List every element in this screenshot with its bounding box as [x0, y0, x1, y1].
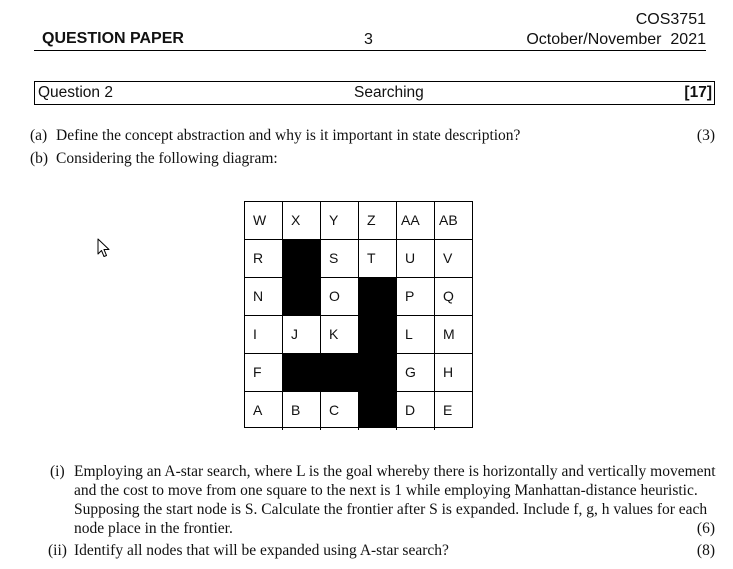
grid-cell-label: M — [443, 326, 455, 342]
grid-cell-label: W — [253, 212, 267, 228]
grid-cell — [397, 278, 435, 316]
course-code: COS3751 — [635, 11, 706, 28]
grid-cell-label: F — [253, 364, 262, 380]
grid-cell — [321, 202, 359, 240]
grid-cell — [435, 392, 473, 430]
grid-cell-label: Q — [443, 288, 454, 304]
grid-cell — [283, 316, 321, 354]
blocked-cell-column-x — [283, 239, 321, 315]
grid-cell — [359, 202, 397, 240]
grid-cell-label: T — [367, 250, 376, 266]
item-b-marker: (b) — [30, 150, 49, 167]
grid-cell — [435, 316, 473, 354]
grid-cell-label: X — [291, 212, 301, 228]
subitem-ii-marks: (8) — [696, 542, 715, 559]
grid-cell-label: E — [443, 402, 453, 418]
grid-cell — [245, 202, 283, 240]
mouse-pointer-icon — [97, 238, 111, 258]
grid-cell — [283, 202, 321, 240]
grid-cell-label: P — [405, 288, 415, 304]
grid-cell-label: AB — [439, 212, 458, 228]
grid-cell-label: R — [253, 250, 264, 266]
grid-cell — [245, 316, 283, 354]
item-a-marker: (a) — [30, 127, 48, 144]
header-rule — [34, 50, 706, 51]
grid-cell — [283, 392, 321, 430]
grid-cell-label: L — [405, 326, 413, 342]
question-marks: [17] — [684, 84, 712, 101]
header-title: QUESTION PAPER — [42, 30, 184, 47]
grid-diagram — [244, 201, 473, 428]
subitem-ii-text: Identify all nodes that will be expanded using A-star search? — [74, 542, 449, 559]
subitem-i-text — [74, 462, 726, 538]
grid-cell-label: A — [253, 402, 263, 418]
grid-cell-label: K — [329, 326, 339, 342]
grid-cell-label: O — [329, 288, 340, 304]
grid-cell — [435, 240, 473, 278]
grid-cell-label: C — [329, 402, 340, 418]
subitem-i-line-1: Employing an A-star search, where L is the goal whereby there is horizontally and vertically movement — [74, 463, 716, 480]
subitem-i-line-3: Supposing the start node is S. Calculate the frontier after S is expanded. Include f, g, h values for each — [74, 501, 708, 518]
grid-cell — [435, 278, 473, 316]
grid-cell-label: I — [253, 326, 257, 342]
item-b-text: Considering the following diagram: — [56, 150, 278, 167]
subitem-i-line-2: and the cost to move from one square to the next is 1 while employing Manhattan-distance heuristic. — [74, 482, 698, 499]
grid-cell-label: B — [291, 402, 301, 418]
grid-cell — [321, 278, 359, 316]
subitem-i-line-4: node place in the frontier. — [74, 520, 233, 537]
grid-cell — [397, 202, 435, 240]
grid-cell — [245, 240, 283, 278]
grid-cell — [397, 392, 435, 430]
grid-cell — [321, 240, 359, 278]
item-a-text: Define the concept abstraction and why is it important in state description? — [56, 127, 521, 144]
subitem-i-marks: (6) — [696, 520, 715, 537]
subitem-ii-marker: (ii) — [48, 542, 67, 559]
grid-cell-label: D — [405, 402, 416, 418]
question-label: Question 2 — [38, 84, 113, 101]
grid-cell-label: N — [253, 288, 264, 304]
grid-cell — [359, 240, 397, 278]
grid-cell-label: AA — [401, 212, 420, 228]
grid-cell — [435, 354, 473, 392]
grid-cell — [397, 354, 435, 392]
subitem-i-marker: (i) — [50, 463, 65, 480]
grid-cell — [397, 316, 435, 354]
grid-cell-label: U — [405, 250, 416, 266]
page-number: 3 — [364, 31, 373, 48]
grid-cell-label: J — [291, 326, 298, 342]
grid-cell-label: G — [405, 364, 416, 380]
question-bar — [34, 81, 715, 105]
grid-cell — [245, 354, 283, 392]
grid-cell — [397, 240, 435, 278]
grid-cell-label: H — [443, 364, 454, 380]
blocked-cell-row-f — [283, 353, 397, 391]
grid-cell-label: Y — [329, 212, 339, 228]
grid-cell — [245, 392, 283, 430]
item-a-marks: (3) — [696, 127, 715, 144]
question-topic: Searching — [354, 84, 424, 101]
grid-cell — [435, 202, 473, 240]
grid-cell — [321, 316, 359, 354]
grid-cell-label: V — [443, 250, 453, 266]
grid-cell — [321, 392, 359, 430]
grid-cell-label: S — [329, 250, 339, 266]
exam-period: October/November 2021 — [526, 31, 706, 48]
grid-cell-label: Z — [367, 212, 376, 228]
grid-cell — [245, 278, 283, 316]
